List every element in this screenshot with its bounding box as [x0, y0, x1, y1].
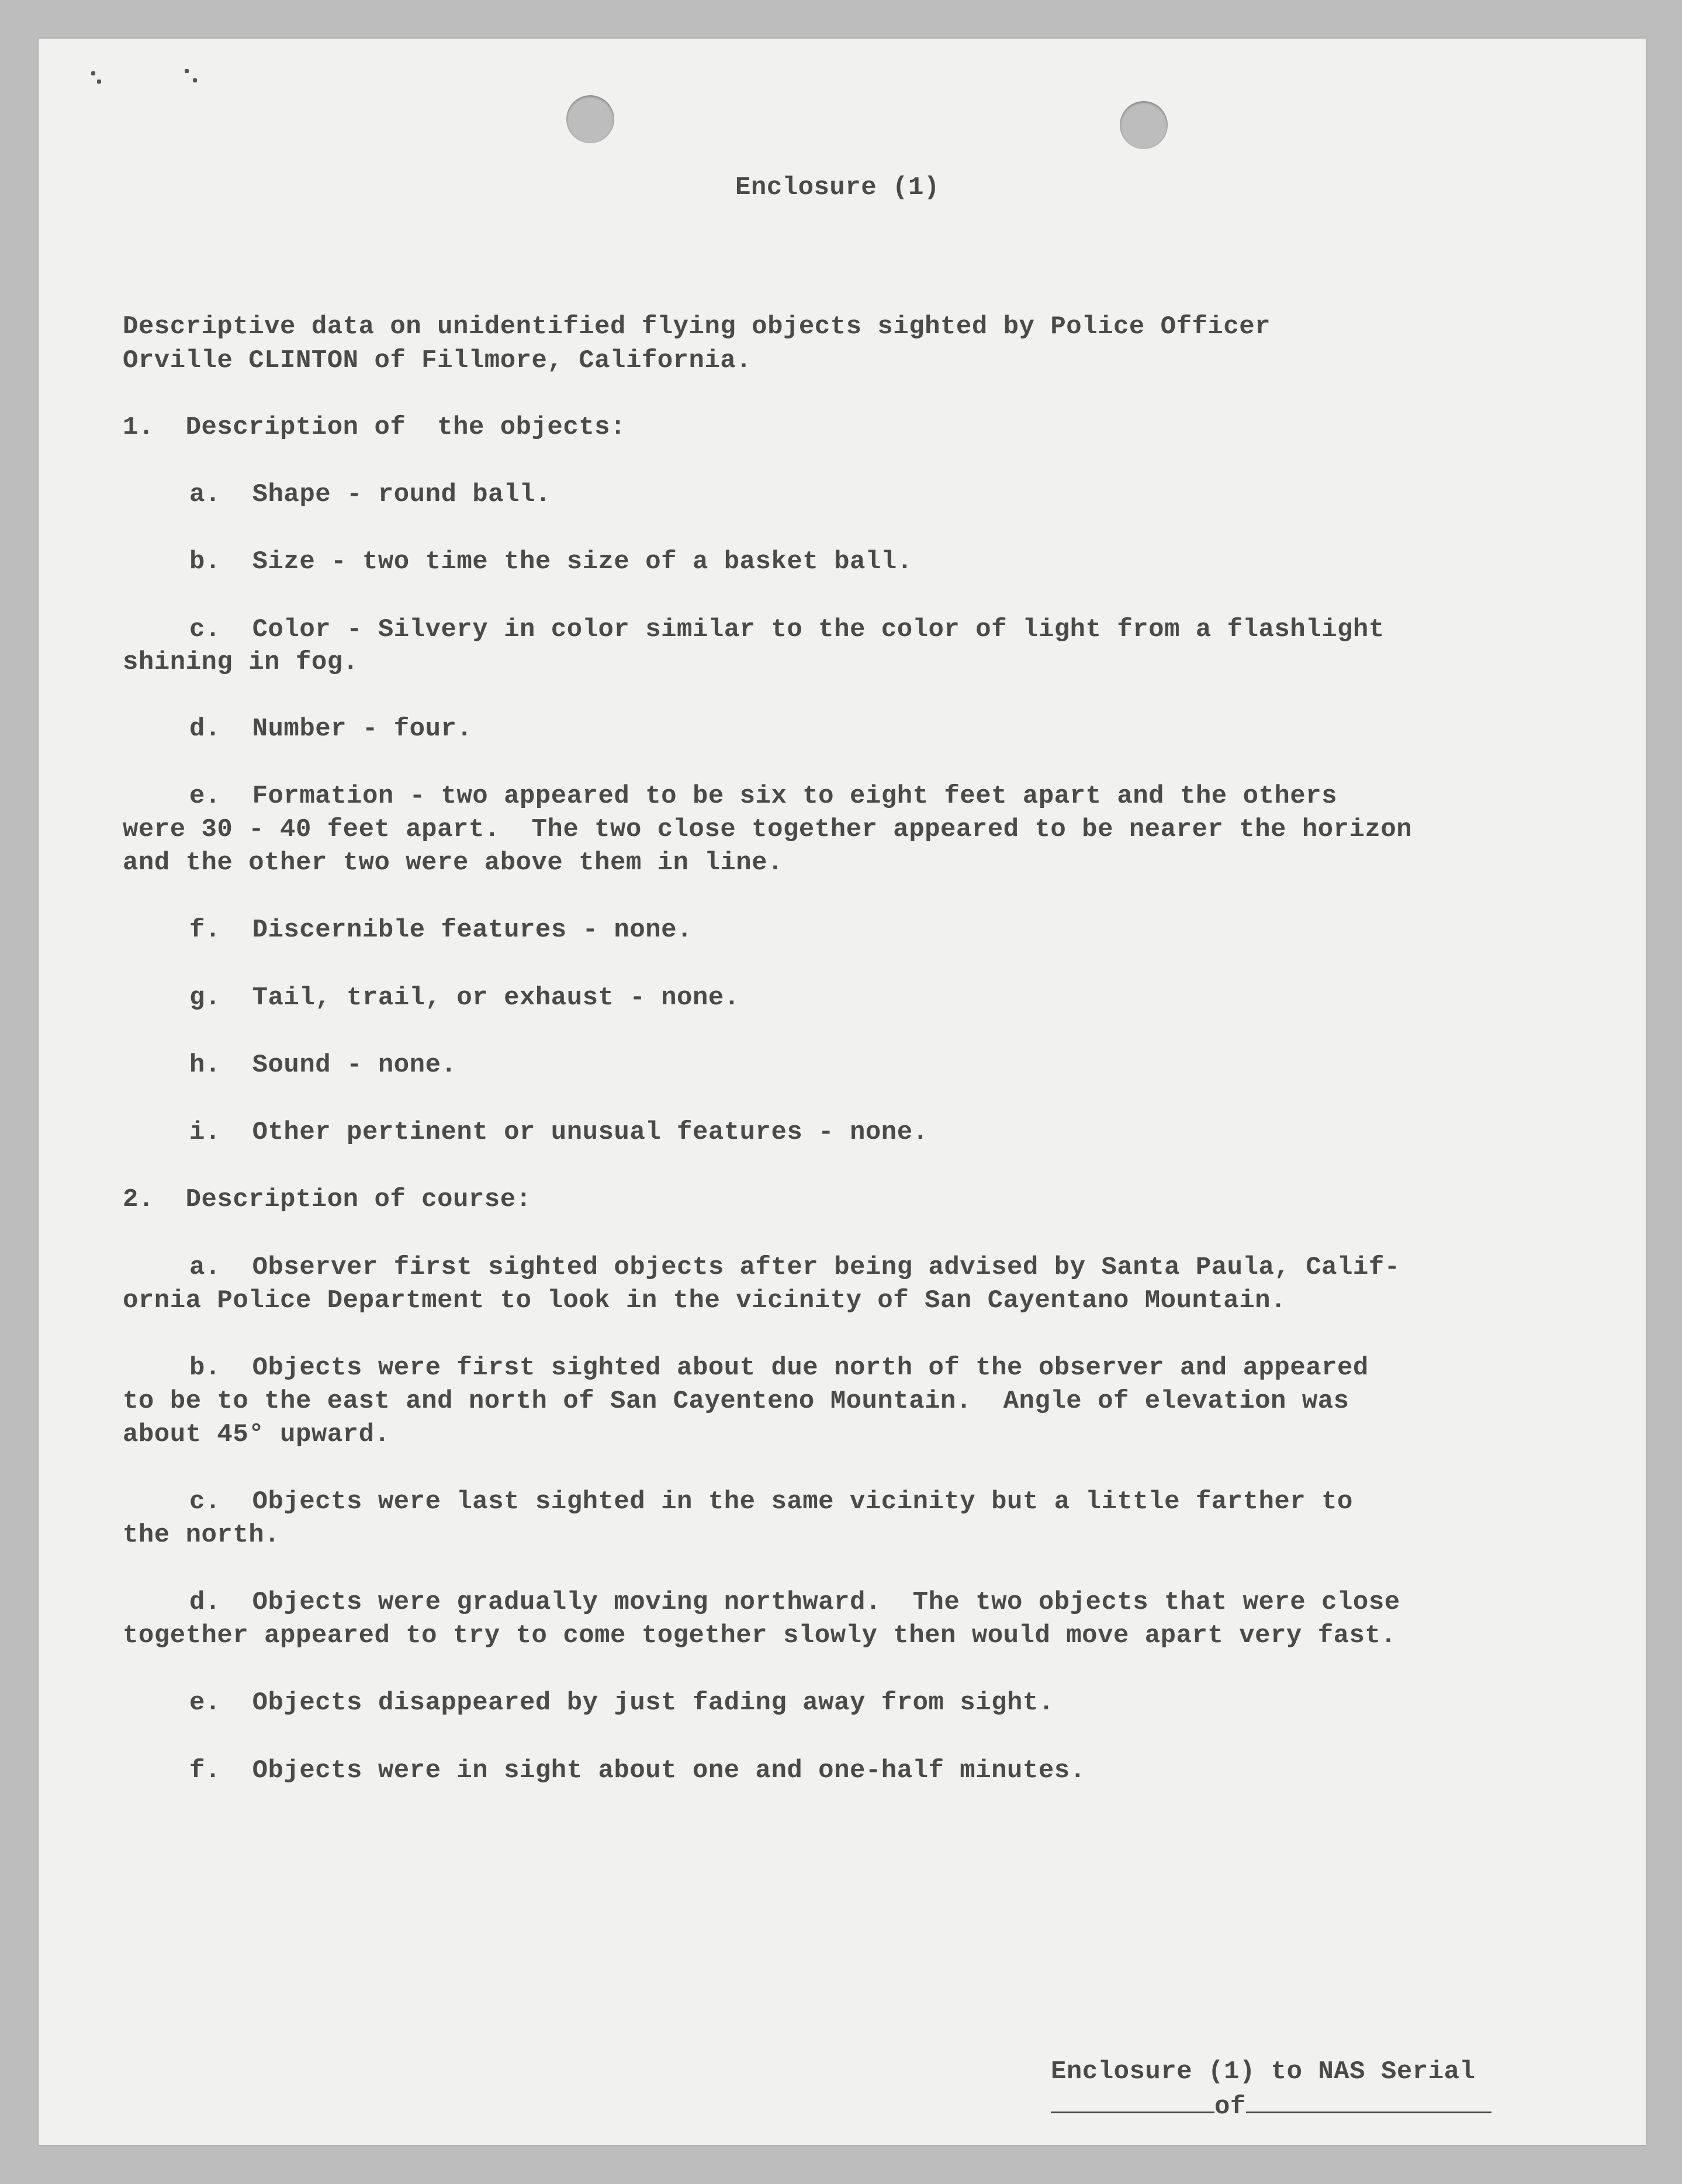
footer-enclosure: Enclosure (1) to NAS Serial [1051, 2057, 1476, 2086]
list-item-size: b. Size - two time the size of a basket ball. [189, 547, 913, 576]
page-title: Enclosure (1) [735, 173, 940, 202]
list-item-first-sighted-cont: ornia Police Department to look in the vicinity of San Cayentano Mountain. [123, 1286, 1286, 1315]
list-item-sound: h. Sound - none. [189, 1050, 457, 1080]
footer-of-label: of [1214, 2092, 1246, 2121]
intro-line: Orville CLINTON of Fillmore, California. [123, 346, 752, 375]
list-item-formation-cont: and the other two were above them in line. [123, 848, 783, 877]
list-item-other: i. Other pertinent or unusual features - none. [189, 1118, 929, 1147]
list-item-first-sighted: a. Observer first sighted objects after being advised by Santa Paula, Calif- [189, 1253, 1400, 1282]
list-item-movement-cont: together appeared to try to come together slowly then would move apart very fast. [123, 1621, 1397, 1650]
list-item-tail: g. Tail, trail, or exhaust - none. [189, 983, 740, 1012]
list-item-disappeared: e. Objects disappeared by just fading away from sight. [189, 1688, 1054, 1718]
list-item-formation: e. Formation - two appeared to be six to eight feet apart and the others [189, 782, 1338, 811]
ink-speck [91, 71, 95, 75]
blank-line [1051, 2088, 1214, 2113]
list-item-direction-cont: to be to the east and north of San Cayenteno Mountain. Angle of elevation was [123, 1387, 1349, 1416]
list-item-color: c. Color - Silvery in color similar to the color of light from a flashlight [189, 615, 1385, 644]
list-item-color-cont: shining in fog. [123, 648, 359, 677]
punch-hole [566, 95, 614, 143]
footer-serial-line [1051, 2088, 1491, 2124]
punch-hole [1120, 101, 1168, 149]
section-heading: 2. Description of course: [123, 1185, 532, 1214]
section-heading: 1. Description of the objects: [123, 413, 626, 442]
ink-speck [97, 80, 101, 84]
list-item-last-sighted-cont: the north. [123, 1520, 281, 1550]
list-item-direction-cont: about 45° upward. [123, 1420, 390, 1449]
list-item-last-sighted: c. Objects were last sighted in the same vicinity but a little farther to [189, 1487, 1353, 1516]
blank-line [1246, 2088, 1491, 2113]
list-item-direction: b. Objects were first sighted about due north of the observer and appeared [189, 1353, 1369, 1383]
list-item-movement: d. Objects were gradually moving northward. The two objects that were close [189, 1588, 1400, 1617]
list-item-formation-cont: were 30 - 40 feet apart. The two close together appeared to be nearer the horizon [123, 815, 1413, 844]
list-item-number: d. Number - four. [189, 714, 473, 744]
ink-speck [193, 78, 197, 82]
list-item-duration: f. Objects were in sight about one and one-half minutes. [189, 1756, 1086, 1785]
ink-speck [185, 69, 189, 73]
intro-line: Descriptive data on unidentified flying objects sighted by Police Officer [123, 312, 1271, 341]
list-item-features: f. Discernible features - none. [189, 915, 693, 945]
list-item-shape: a. Shape - round ball. [189, 480, 551, 509]
